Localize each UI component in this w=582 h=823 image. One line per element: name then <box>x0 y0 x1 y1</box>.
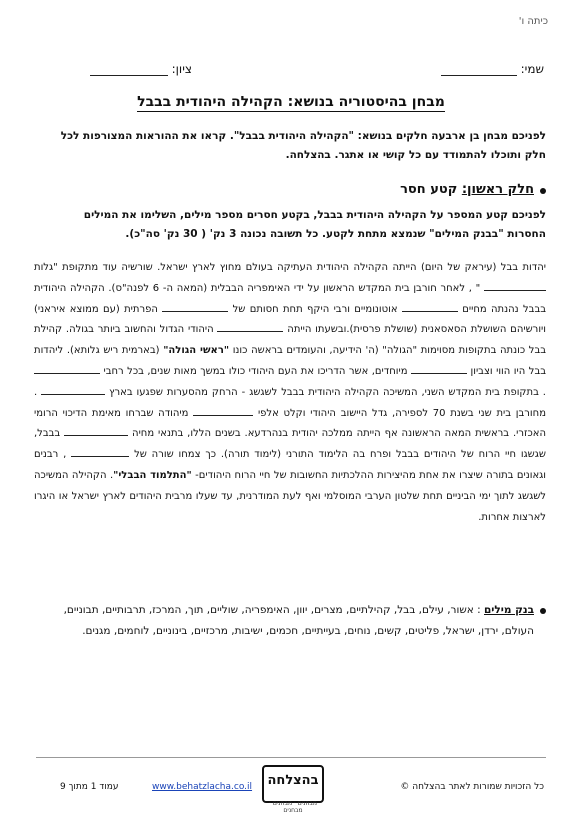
copyright-text: כל הזכויות שמורות לאתר בהצלחה © <box>400 782 544 792</box>
blank-9 <box>64 426 128 436</box>
section1-instructions: לפניכם קטע המספר על הקהילה היהודית בבבל, בקטע חסרים מספר מילים, השלימו את המילים החסרות "בבנק המילים" שנמצא מתחת לקטע. כל תשובה נכונה 3 נק' ( 30 נק' סה"כ). <box>83 209 546 240</box>
score-label: ציון: <box>171 62 192 76</box>
intro-text: לפניכם מבחן בן ארבעה חלקים בנושא: "הקהילה היהודית בבבל". קראו את ההוראות המצורפות לכל חלק ותוכלו להתמודד עם כל קושי או אתגר. בהצלחה. <box>60 130 546 161</box>
word-bank: בנק מילים : אשור, עילם, בבל, קהילתיים, מצרים, יוון, האימפריה, שוליים, תוך, המרכז, תרבותיים, תבוניים, העולם, ירדן, ישראל, פליטים, קשים, נוחים, בעייתיים, חכמים, ישיבות, מרכזיים, בינוניים, לוחמים, מגנים. <box>63 604 534 637</box>
name-label: שמי: <box>520 62 544 76</box>
section1-label: חלק ראשון: <box>461 182 534 197</box>
grade-label: כיתה ו' <box>518 16 548 27</box>
blank-1 <box>484 281 546 291</box>
blank-10 <box>71 447 129 457</box>
blank-8 <box>193 406 253 416</box>
blank-3 <box>162 302 228 312</box>
blank-6 <box>34 364 100 374</box>
blank-4 <box>217 322 283 332</box>
blank-7 <box>41 385 105 395</box>
footer-divider <box>36 757 546 758</box>
word-bank-label: בנק מילים <box>484 604 534 616</box>
bullet-icon <box>540 188 546 194</box>
bullet-icon <box>540 608 546 614</box>
section1-title: קטע חסר <box>400 182 458 197</box>
section1-heading <box>400 182 534 197</box>
score-field <box>90 62 192 76</box>
word-bank-words: אשור, עילם, בבל, קהילתיים, מצרים, יוון, האימפריה, שוליים, תוך, המרכז, תרבותיים, תבוניים, העולם, ירדן, ישראל, פליטים, קשים, נוחים, בעייתיים, חכמים, ישיבות, מרכזיים, בינוניים, לוחמים, מגנים. <box>63 604 534 637</box>
site-link[interactable]: www.behatzlacha.co.il <box>152 782 253 792</box>
blank-2 <box>402 302 458 312</box>
logo-tagline: מבחנים · מבחנים · מבחנים <box>269 800 317 814</box>
page-title: מבחן בהיסטוריה בנושא: הקהילה היהודית בבבל <box>137 94 445 110</box>
blank-5 <box>411 364 467 374</box>
score-blank <box>90 63 168 76</box>
name-blank <box>441 63 517 76</box>
site-logo: בהצלחה <box>262 765 324 803</box>
page-number: עמוד 1 מתוך 9 <box>60 782 119 792</box>
passage-text: יהדות בבל (עיראק של היום) הייתה הקהילה היהודית העתיקה בעולם מחוץ לארץ ישראל. שורשיה עוד מתקופת "גלות " , לאחר חורבן בית המקדש הראשון על ידי האימפריה הבבלית (המאה ה- 6 לפנה"ס). הקהילה היהודית בבבל נהנתה מחיים אוטונומיים ורבי היקף תחת חסותם של הפרתית (עם ממוצא איראני) ויורשיהם השושלת הסאסאנית (שושלת פרסית).ובשעתו הייתה היהודי הגדול והחשוב ביותר בגולה. קהילת בבל כונתה בתקופות מסוימות "הגולה" (ה' הידיעה, והעומדים בראשה כונו "ראשי הגולה" (בארמית ריש גלותא). ליהדות בבל היו הווי וצביון מיוחדים, אשר הדריכו את העם היהודי כולו במשך מאות שנים, בכל רחבי . בתקופת בית המקדש השני, המשיכה הקהילה היהודית בבבל לשגשג - הרחק מהסערות שפגעו בארץ . מחורבן בית שני בשנת 70 לספירה, גדל היישוב היהודי וקלט אלפי מיהודה שברחו מאימת הדיכוי הרומי האכזרי. בראשית המאה הראשונה אף הייתה ממלכה יהודית בנהרדעא. בשנים הללו, בתנאי מחיה בבבל, שגשגו חיי הרוח של היהודים בבבל ופרח בה הלימוד התורני (לימוד תורה). כך צמחו שורה של , רבנים וגאונים בתורה שיצרו את אחת מהיצירות ההלכתיות החשובות של חיי הרוח היהודים- "התלמוד הבבלי". הקהילה המשיכה לשגשג לתוך ימי הביניים תחת שלטון הערבי המוסלמי ואף לעת המודרנית, עד שעלו מרבית היהודים לארץ ישראל או היגרו לארצות אחרות. <box>34 262 547 523</box>
name-field <box>441 62 544 76</box>
